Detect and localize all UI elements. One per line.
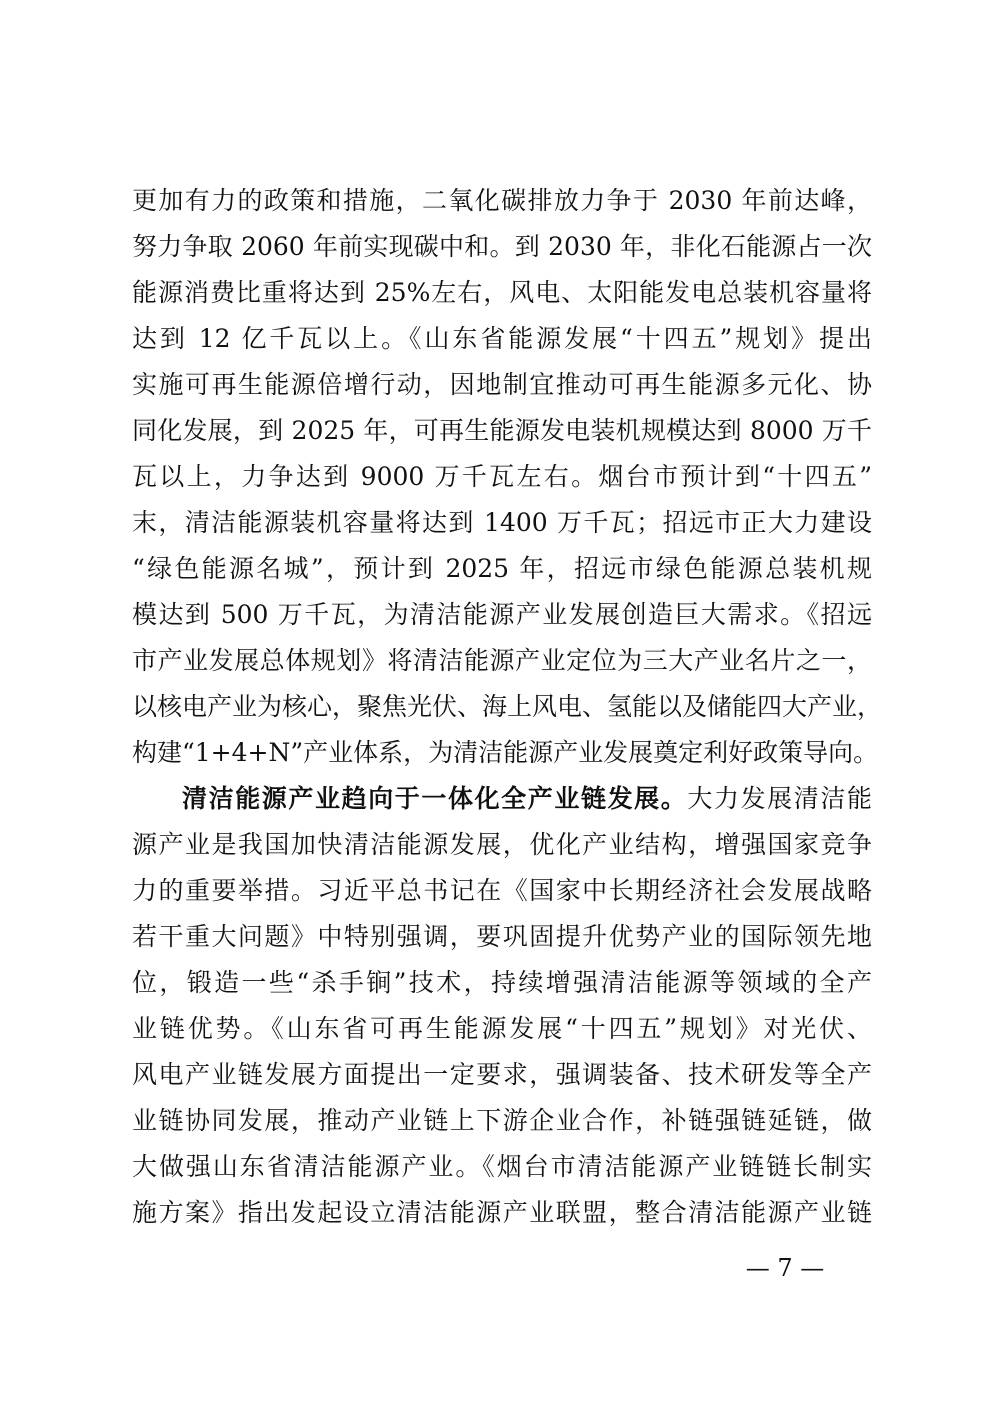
text-line: “绿色能源名城”，预计到 2025 年，招远市绿色能源总装机规 bbox=[132, 554, 872, 583]
text-line: 能源消费比重将达到 25%左右，风电、太阳能发电总装机容量将 bbox=[132, 278, 872, 307]
text-line: 源产业是我国加快清洁能源发展，优化产业结构，增强国家竞争 bbox=[132, 830, 872, 859]
text-line: 业链协同发展，推动产业链上下游企业合作，补链强链延链，做 bbox=[132, 1106, 872, 1135]
text-line: 大做强山东省清洁能源产业。《烟台市清洁能源产业链链长制实 bbox=[132, 1152, 872, 1181]
text-line: 瓦以上，力争达到 9000 万千瓦左右。烟台市预计到“十四五” bbox=[132, 462, 872, 491]
text-line: 以核电产业为核心，聚焦光伏、海上风电、氢能以及储能四大产业， bbox=[132, 692, 883, 721]
paragraph-2 bbox=[132, 776, 872, 1236]
paragraph-heading: 清洁能源产业趋向于一体化全产业链发展。 bbox=[182, 784, 688, 813]
text-line: 风电产业链发展方面提出一定要求，强调装备、技术研发等全产 bbox=[132, 1060, 872, 1089]
text-line: 同化发展，到 2025 年，可再生能源发电装机规模达到 8000 万千 bbox=[132, 416, 872, 445]
text-line: 末，清洁能源装机容量将达到 1400 万千瓦；招远市正大力建设 bbox=[132, 508, 872, 537]
text-line: 努力争取 2060 年前实现碳中和。到 2030 年，非化石能源占一次 bbox=[132, 232, 872, 261]
text-line: 达到 12 亿千瓦以上。《山东省能源发展“十四五”规划》提出 bbox=[132, 324, 872, 353]
text-line: 模达到 500 万千瓦，为清洁能源产业发展创造巨大需求。《招远 bbox=[132, 600, 872, 629]
text-line: 业链优势。《山东省可再生能源发展“十四五”规划》对光伏、 bbox=[132, 1014, 872, 1043]
text-line: 实施可再生能源倍增行动，因地制宜推动可再生能源多元化、协 bbox=[132, 370, 872, 399]
paragraph-1 bbox=[132, 178, 883, 776]
text-line: 若干重大问题》中特别强调，要巩固提升优势产业的国际领先地 bbox=[132, 922, 872, 951]
text-line: 位，锻造一些“杀手锏”技术，持续增强清洁能源等领域的全产 bbox=[132, 968, 872, 997]
text-line: 力的重要举措。习近平总书记在《国家中长期经济社会发展战略 bbox=[132, 876, 872, 905]
text-fragment: 大力发展清洁能 bbox=[687, 784, 872, 813]
document-body bbox=[132, 178, 883, 1236]
text-line: 施方案》指出发起设立清洁能源产业联盟，整合清洁能源产业链 bbox=[132, 1198, 872, 1227]
text-line: 构建“1+4+N”产业体系，为清洁能源产业发展奠定利好政策导向。 bbox=[132, 738, 879, 767]
text-line: 市产业发展总体规划》将清洁能源产业定位为三大产业名片之一， bbox=[132, 646, 872, 675]
text-line: 更加有力的政策和措施，二氧化碳排放力争于 2030 年前达峰， bbox=[132, 186, 872, 215]
paragraph-first-line bbox=[132, 776, 872, 822]
page-number: — 7 — bbox=[745, 1254, 825, 1282]
